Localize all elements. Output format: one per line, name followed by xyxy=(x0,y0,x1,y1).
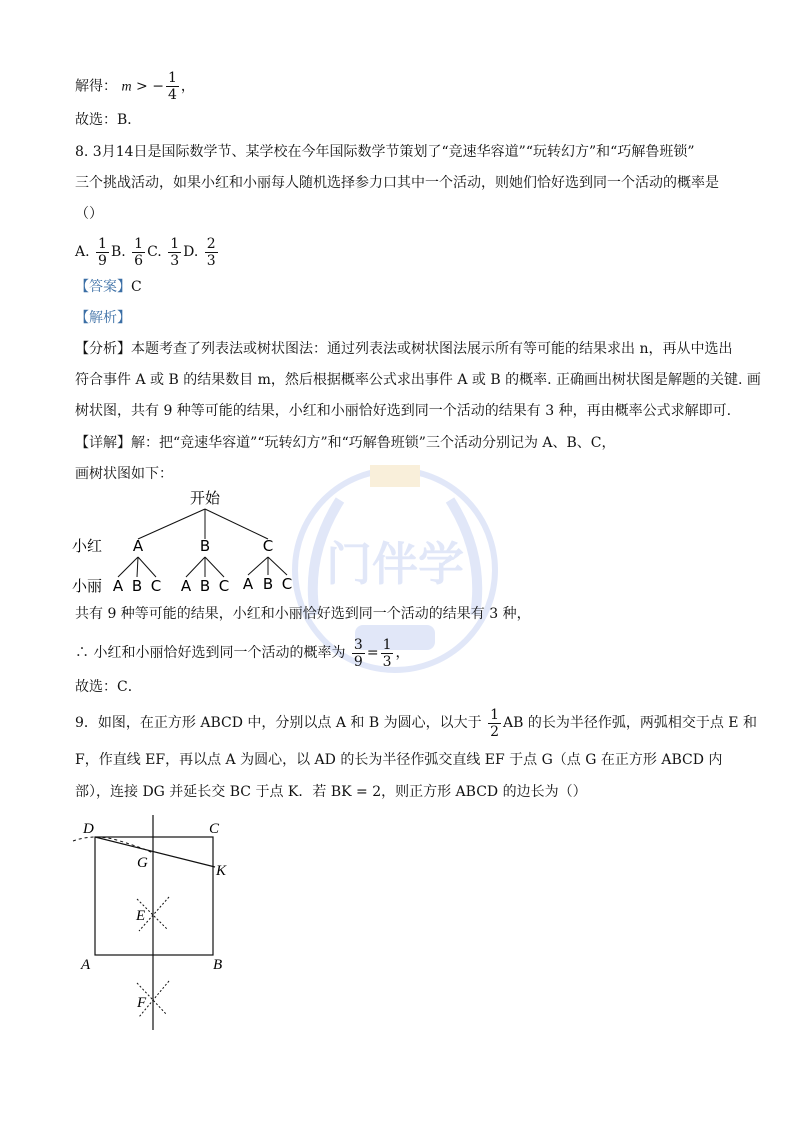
label-k: K xyxy=(216,863,227,879)
jiexi-tag: 【解析】 xyxy=(75,310,131,326)
tree-l2-4: A xyxy=(180,577,192,595)
detail-line1 xyxy=(75,433,616,453)
option-a-label: A. xyxy=(75,244,90,260)
q8-choose: 故选：C． xyxy=(75,679,142,695)
option-c-fraction: $\frac{1}{3}$ xyxy=(170,235,180,269)
ineq-num: 1 xyxy=(167,70,177,86)
option-c-label: C. xyxy=(147,244,162,260)
analysis-text1: 本题考查了列表法或树状图法：通过列表法或树状图法展示所有等可能的结果求出 n，再从中选出 xyxy=(131,341,733,357)
q9-line3: 部），连接 DG 并延长交 BC 于点 K．若 BK = 2，则正方形 ABCD 的边长为（） xyxy=(75,784,587,800)
q8-line2: 三个挑战活动，如果小红和小丽每人随机选择参力口其中一个活动，则她们恰好选到同一个活动的概率是 xyxy=(75,175,719,191)
solve-prefix: 解得： xyxy=(75,78,117,95)
ineq-den: 4 xyxy=(167,87,177,103)
option-a-fraction: $\frac{1}{9}$ xyxy=(98,235,107,269)
analysis-tag: 【分析】 xyxy=(75,341,131,357)
tree-l1-a: A xyxy=(132,537,144,555)
analysis-line3: 树状图，共有 9 种等可能的结果，小红和小丽恰好选到同一个活动的结果有 3 种，再由概率公式求解即可. xyxy=(75,403,732,419)
answer-line xyxy=(75,277,142,297)
label-b: B xyxy=(213,957,223,973)
ineq-var: m xyxy=(121,79,132,95)
solve-line xyxy=(75,70,195,103)
tree-l2-6: C xyxy=(218,577,230,595)
label-e: E xyxy=(136,908,146,924)
result-fraction-2: $\frac{1}{3}$ xyxy=(382,636,392,670)
ineq-fraction xyxy=(166,70,179,103)
detail-line2: 画树状图如下： xyxy=(75,466,173,482)
q8-line3: （） xyxy=(75,206,103,222)
option-b-label: B. xyxy=(110,244,126,260)
tree-l2-8: B xyxy=(262,575,274,593)
result-line1: 共有 9 种等可能的结果，小红和小丽恰好选到同一个活动的结果有 3 种， xyxy=(75,606,531,622)
result-line2: ∴ 小红和小丽恰好选到同一个活动的概率为 $\frac{3}{9}$ = $\frac{1}{3}$ ， xyxy=(75,636,410,670)
q9-fraction: $\frac{1}{2}$ xyxy=(490,706,499,740)
ineq-op: > − xyxy=(131,78,164,95)
tree-l2-1: A xyxy=(112,577,124,595)
tree-row2-label: 小丽 xyxy=(72,577,103,595)
tree-l1-b: B xyxy=(199,537,211,555)
label-g: G xyxy=(137,855,148,871)
tree-l2-7: A xyxy=(242,575,254,593)
label-a: A xyxy=(81,957,91,973)
analysis-line1 xyxy=(75,339,732,359)
tree-l2-3: C xyxy=(150,577,162,595)
answer-value: C xyxy=(131,279,142,295)
tree-l2-9: C xyxy=(281,575,293,593)
label-d: D xyxy=(83,821,94,837)
q8-line1: 8. 3月14日是国际数学节、某学校在今年国际数学节策划了“竞速华容道”“玩转幻方”和“巧解鲁班锁” xyxy=(75,144,695,160)
tree-l1-c: C xyxy=(262,537,274,555)
tree-row1-label: 小红 xyxy=(72,537,103,555)
watermark-text: 门伴学 xyxy=(326,537,464,591)
option-d-label: D. xyxy=(183,244,199,260)
tree-l2-5: B xyxy=(199,577,211,595)
label-f: F xyxy=(137,995,147,1011)
answer-tag: 【答案】 xyxy=(75,279,131,295)
q9-line1: 9．如图，在正方形 ABCD 中，分别以点 A 和 B 为圆心，以大于 $\frac{1}{2}$ AB 的长为半径作弧，两弧相交于点 E 和 xyxy=(75,706,757,740)
detail-tag: 【详解】 xyxy=(75,435,131,451)
option-b-fraction: $\frac{1}{6}$ xyxy=(134,235,144,269)
label-c: C xyxy=(209,821,220,837)
result-fraction-1: $\frac{3}{9}$ xyxy=(353,636,363,670)
tree-l2-2: B xyxy=(131,577,143,595)
tree-diagram xyxy=(60,485,320,600)
tree-root: 开始 xyxy=(189,489,221,507)
q8-options xyxy=(75,235,220,269)
analysis-line2: 符合事件 A 或 B 的结果数目 m，然后根据概率公式求出事件 A 或 B 的概率. 正确画出树状图是解题的关键. 画 xyxy=(75,372,761,388)
result-text: ∴ 小红和小丽恰好选到同一个活动的概率为 xyxy=(75,645,346,661)
ineq-tail: ， xyxy=(180,78,195,95)
option-d-fraction: $\frac{2}{3}$ xyxy=(206,235,216,269)
q9-line2: F，作直线 EF，再以点 A 为圆心，以 AD 的长为半径作弧交直线 EF 于点 G（点 G 在正方形 ABCD 内 xyxy=(75,752,723,768)
geometry-figure xyxy=(65,815,255,1035)
q7-choose: 故选：B． xyxy=(75,112,142,128)
detail-text1: 解：把“竞速华容道”“玩转幻方”和“巧解鲁班锁”三个活动分别记为 A、B、C， xyxy=(131,435,616,451)
